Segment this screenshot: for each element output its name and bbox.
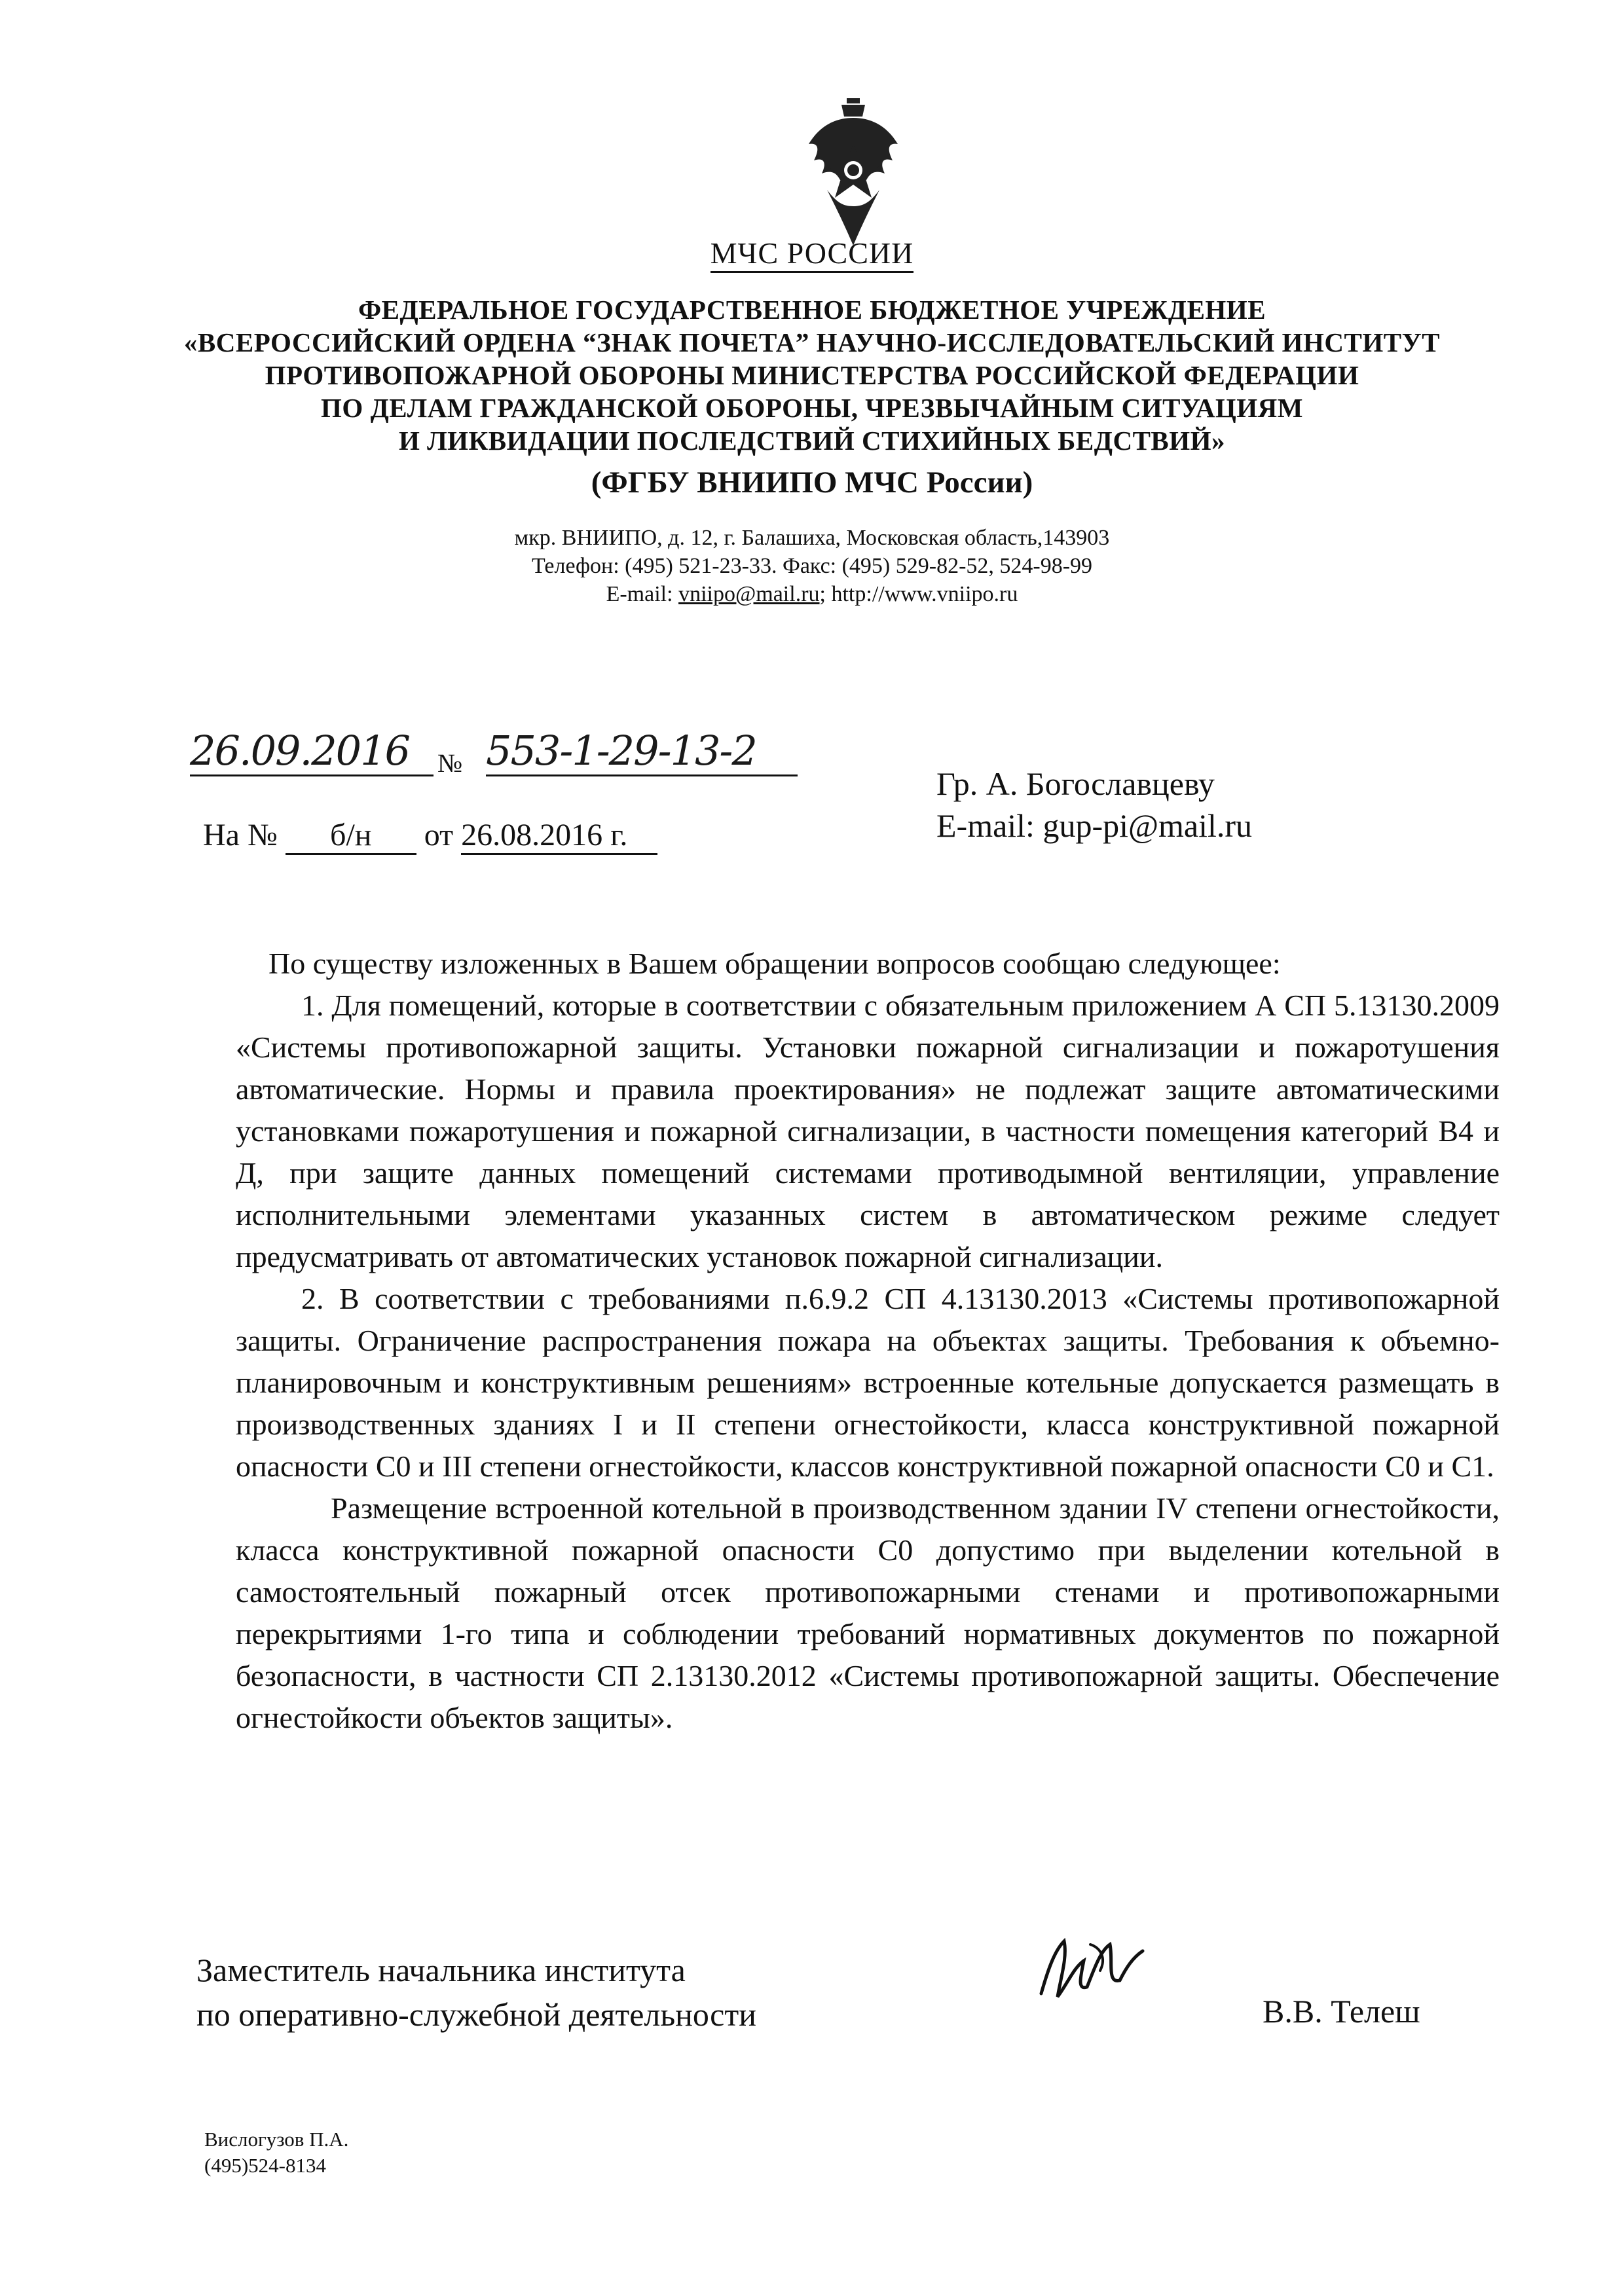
signer-position: Заместитель начальника института по оперативно-служебной деятельности <box>196 1952 756 2033</box>
signer-name: В.В. Телеш <box>1263 1993 1420 2030</box>
organization-abbreviation: (ФГБУ ВНИИПО МЧС России) <box>591 465 1033 500</box>
letter-paragraph-2: 2. В соответствии с требованиями п.6.9.2 СП 4.13130.2013 «Системы противопожарной защиты. Ограничение распространения пожара на объектах защиты. Требования к объемно-планировочным и конструктивным решениям» встроенные котельные допускается размещать в производственных зданиях I и II степени огнестойкости, класса конструктивной пожарной опасности С0 и III степени огнестойкости, классов конструктивной пожарной опасности С0 и С1. <box>236 1282 1500 1483</box>
recipient-block <box>936 763 1252 847</box>
organization-line: «ВСЕРОССИЙСКИЙ ОРДЕНА “ЗНАК ПОЧЕТА” НАУЧНО-ИССЛЕДОВАТЕЛЬСКИЙ ИНСТИТУТ <box>183 327 1441 357</box>
phone-fax: Телефон: (495) 521-23-33. Факс: (495) 529-82-52, 524-98-99 <box>531 554 1093 578</box>
agency-name: МЧС РОССИИ <box>0 236 1624 270</box>
recipient-email: E-mail: gup-pi@mail.ru <box>936 807 1253 844</box>
letter-paragraph-1: 1. Для помещений, которые в соответствии с обязательным приложением А СП 5.13130.2009 «Системы противопожарной защиты. Установки пожарной сигнализации и пожаротушения автоматические. Нормы и правила проектирования» не подлежат защите автоматическими установками пожаротушения и пожарной сигнализации, в частности помещения категорий В4 и Д, при защите данных помещений системами противодымной вентиляции, управление исполнительными элементами указанных систем в автоматическом режиме следует предусматривать от автоматических установок пожарной сигнализации. <box>236 989 1500 1273</box>
organization-line: ПРОТИВОПОЖАРНОЙ ОБОРОНЫ МИНИСТЕРСТВА РОССИЙСКОЙ ФЕДЕРАЦИИ <box>265 360 1359 390</box>
postal-address: мкр. ВНИИПО, д. 12, г. Балашиха, Московская область,143903 <box>514 526 1110 550</box>
website-link[interactable]: ; http://www.vniipo.ru <box>819 582 1018 606</box>
registration-date: 26.09.2016 <box>190 727 434 776</box>
reference-from-label: от <box>424 818 454 852</box>
executor-phone: (495)524-8134 <box>204 2154 326 2177</box>
letter-paragraph-3: Размещение встроенной котельной в производственном здании IV степени огнестойкости, класса конструктивной пожарной опасности С0 допустимо при выделении котельной в самостоятельный пожарный отсек противопожарными стенами и противопожарными перекрытиями 1-го типа и соблюдении требований нормативных документов по пожарной безопасности, в частности СП 2.13130.2012 «Системы противопожарной защиты. Обеспечение огнестойкости объектов защиты». <box>236 1491 1500 1734</box>
reference-number: б/н <box>286 817 416 855</box>
organization-line: И ЛИКВИДАЦИИ ПОСЛЕДСТВИЙ СТИХИЙНЫХ БЕДСТВИЙ» <box>398 426 1226 456</box>
email-website: E-mail: vniipo@mail.ru; http://www.vniipo.ru <box>606 582 1018 606</box>
recipient-name: Гр. А. Богославцеву <box>936 765 1215 802</box>
organization-line: ПО ДЕЛАМ ГРАЖДАНСКОЙ ОБОРОНЫ, ЧРЕЗВЫЧАЙНЫМ СИТУАЦИЯМ <box>321 393 1303 423</box>
emchs-emblem-icon <box>801 98 906 249</box>
contact-block <box>0 524 1624 608</box>
reference-line <box>203 817 657 855</box>
letter-intro: По существу изложенных в Вашем обращении вопросов сообщаю следующее: <box>268 947 1281 980</box>
executor-block <box>204 2126 348 2179</box>
organization-line: ФЕДЕРАЛЬНОЕ ГОСУДАРСТВЕННОЕ БЮДЖЕТНОЕ УЧРЕЖДЕНИЕ <box>358 295 1266 325</box>
registration-number: 553-1-29-13-2 <box>486 727 798 776</box>
reference-date: 26.08.2016 г. <box>461 817 657 855</box>
organization-name <box>0 293 1624 457</box>
registration-number-label: № <box>437 748 463 778</box>
reference-label: На № <box>203 818 278 852</box>
executor-name: Вислогузов П.А. <box>204 2128 349 2151</box>
handwritten-signature <box>1028 1931 1159 2010</box>
email-link[interactable]: vniipo@mail.ru <box>678 582 820 606</box>
letter-body <box>236 943 1500 1739</box>
